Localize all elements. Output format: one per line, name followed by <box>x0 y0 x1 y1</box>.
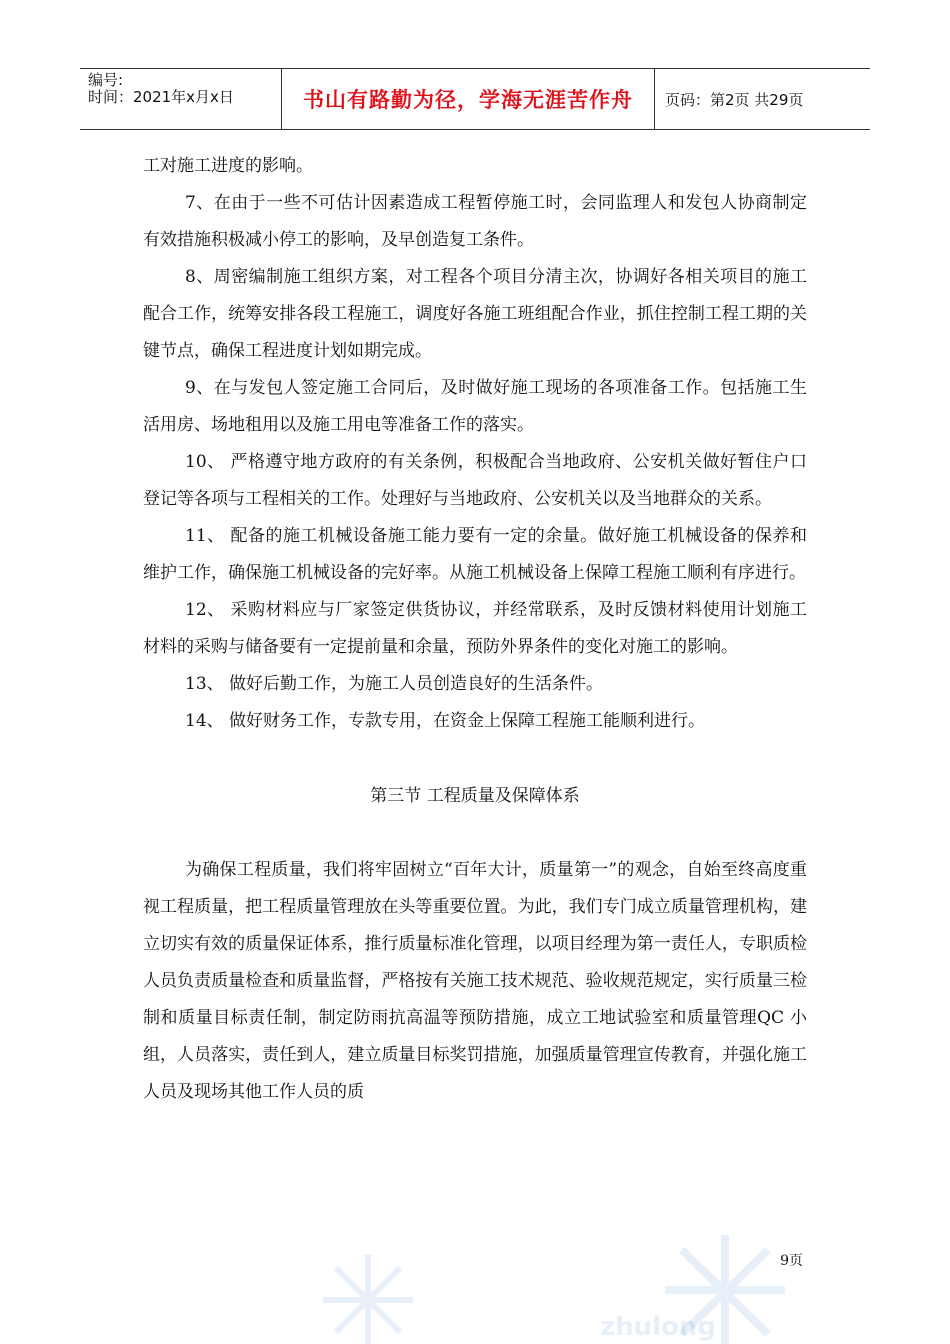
header-meta <box>80 69 282 129</box>
watermark-logo-text <box>600 1312 716 1342</box>
watermark-text: zhulong <box>600 1312 717 1342</box>
document-body <box>143 148 807 1111</box>
paragraph: 11、 配备的施工机械设备施工能力要有一定的余量。做好施工机械设备的保养和维护工作，确保施工机械设备的完好率。从施工机械设备上保障工程施工顺利有序进行。 <box>143 526 807 583</box>
section-paragraph: 为确保工程质量，我们将牢固树立“百年大计，质量第一”的观念，自始至终高度重视工程质量，把工程质量管理放在头等重要位置。为此，我们专门成立质量管理机构，建立切实有效的质量保证体系，推行质量标准化管理，以项目经理为第一责任人，专职质检人员负责质量检查和质量监督，严格按有关施工技术规范、验收规范规定，实行质量三检制和质量目标责任制，制定防雨抗高温等预防措施，成立工地试验室和质量管理QC 小组，人员落实，责任到人，建立质量目标奖罚措施，加强质量管理宣传教育，并强化施工人员及现场其他工作人员的质 <box>143 860 807 1102</box>
paragraph: 9、在与发包人签定施工合同后，及时做好施工现场的各项准备工作。包括施工生活用房、场地租用以及施工用电等准备工作的落实。 <box>143 378 807 435</box>
paragraph: 工对施工进度的影响。 <box>143 156 313 176</box>
snowflake-watermark-icon <box>318 1250 418 1344</box>
header-page-info: 页码：第2页 共29页 <box>665 90 804 109</box>
paragraph: 13、 做好后勤工作，为施工人员创造良好的生活条件。 <box>185 674 604 694</box>
paragraph: 14、 做好财务工作，专款专用，在资金上保障工程施工能顺利进行。 <box>185 711 706 731</box>
header-motto: 书山有路勤为径，学海无涯苦作舟 <box>282 69 655 129</box>
paragraph: 7、在由于一些不可估计因素造成工程暂停施工时，会同监理人和发包人协商制定有效措施积极减小停工的影响，及早创造复工条件。 <box>143 193 807 250</box>
document-date: 时间：2021年x月x日 <box>88 88 234 106</box>
document-code-label: 编号: <box>88 71 124 89</box>
section-heading: 第三节 工程质量及保障体系 <box>370 786 580 806</box>
paragraph: 12、 采购材料应与厂家签定供货协议，并经常联系，及时反馈材料使用计划施工材料的采购与储备要有一定提前量和余量，预防外界条件的变化对施工的影响。 <box>143 600 807 657</box>
paragraph: 10、 严格遵守地方政府的有关条例，积极配合当地政府、公安机关做好暂住户口登记等各项与工程相关的工作。处理好与当地政府、公安机关以及当地群众的关系。 <box>143 452 807 509</box>
page-header <box>80 68 870 130</box>
paragraph: 8、周密编制施工组织方案，对工程各个项目分清主次，协调好各相关项目的施工配合工作，统筹安排各段工程施工，调度好各施工班组配合作业，抓住控制工程工期的关键节点，确保工程进度计划如期完成。 <box>143 267 807 361</box>
page-number: 9页 <box>780 1253 803 1269</box>
